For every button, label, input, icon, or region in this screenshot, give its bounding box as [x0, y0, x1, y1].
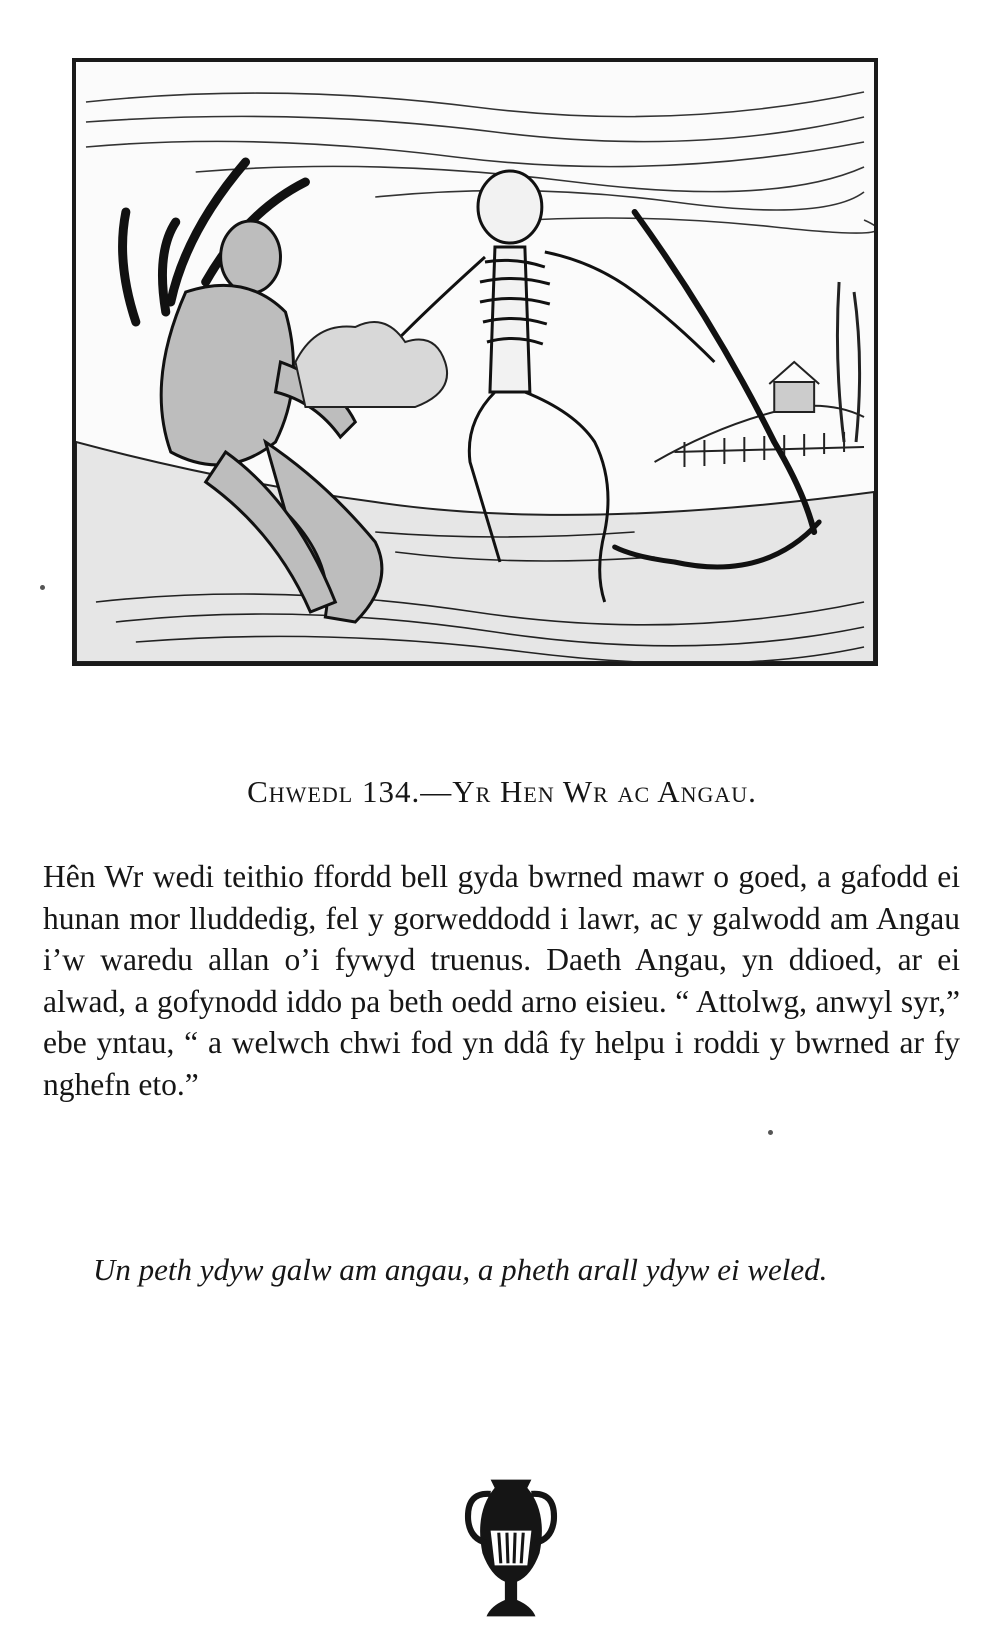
fable-title: Chwedl 134.—Yr Hen Wr ac Angau. — [247, 774, 757, 809]
woodcut-illustration — [72, 58, 878, 666]
fable-body: Hên Wr wedi teithio ffordd bell gyda bwrned mawr o goed, a gafodd ei hunan mor lluddedig, fel y gorweddodd i lawr, ac y galwodd am Angau i’w waredu allan o’i fywyd truenus. Daeth Angau, yn ddioed, ar ei alwad, a gofynodd iddo pa beth oedd arno eisieu. “ Attolwg, anwyl syr,” ebe yntau, “ a welwch chwi fod yn ddâ fy helpu i roddi y bwrned ar fy nghefn eto.” — [43, 859, 960, 1102]
woodcut-old-man-and-death-icon — [76, 62, 874, 662]
stray-dot-left — [40, 585, 45, 590]
stray-dot-right — [768, 1130, 773, 1135]
urn-vase-icon — [460, 1470, 562, 1626]
fable-moral: Un peth ydyw galw am angau, a pheth arall ydyw ei weled. — [93, 1252, 828, 1287]
